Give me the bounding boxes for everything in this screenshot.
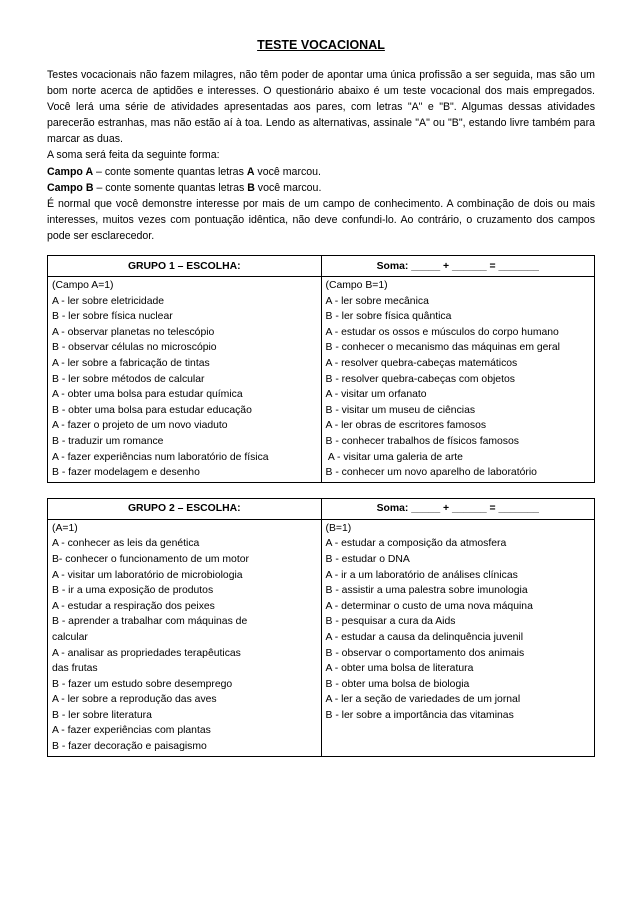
group-1-left-cell <box>48 277 322 483</box>
list-item: B - ir a uma exposição de produtos <box>52 585 214 597</box>
list-item: A - estudar a causa da delinquência juvenil <box>325 631 524 643</box>
list-item: B - obter uma bolsa para estudar educação <box>52 404 252 416</box>
list-item: A - visitar um laboratório de microbiologia <box>52 569 243 581</box>
group-2-sum: Soma: _____ + ______ = _______ <box>321 498 595 519</box>
group-2-right-cell <box>321 519 595 756</box>
list-item: A - ler obras de escritores famosos <box>325 420 487 432</box>
group-1-table <box>47 255 595 483</box>
campo-a-label: Campo A <box>47 165 94 178</box>
list-item: B - conhecer um novo aparelho de laboratório <box>325 467 537 479</box>
group-2-header: GRUPO 2 – ESCOLHA: <box>48 498 322 519</box>
document-page <box>47 38 595 757</box>
list-item: A - obter uma bolsa para estudar química <box>52 389 243 401</box>
group-2-table <box>47 498 595 757</box>
group-header-row <box>48 256 595 277</box>
campo-a-instruction: Campo A – conte somente quantas letras A você marcou. <box>47 165 322 178</box>
list-item: B - resolver quebra-cabeças com objetos <box>325 373 515 385</box>
campo-b-instruction: Campo B – conte somente quantas letras B você marcou. <box>47 181 322 194</box>
intro-text <box>47 67 595 244</box>
list-item: B - obter uma bolsa de biologia <box>325 678 470 690</box>
list-item: A - ler sobre mecânica <box>325 295 429 307</box>
group-body-row <box>48 277 595 483</box>
list-item: B - conhecer trabalhos de físicos famosos <box>325 435 519 447</box>
list-item: A - visitar um orfanato <box>325 389 427 401</box>
group-1-header: GRUPO 1 – ESCOLHA: <box>48 256 322 277</box>
list-item: A - ir a um laboratório de análises clínicas <box>325 569 518 581</box>
list-item: A - estudar a composição da atmosfera <box>325 538 507 550</box>
list-item: B - assistir a uma palestra sobre imunologia <box>325 585 528 597</box>
group-1-sum: Soma: _____ + ______ = _______ <box>321 256 595 277</box>
list-item: B - fazer modelagem e desenho <box>52 467 200 479</box>
list-item: B - ler sobre física quântica <box>325 311 452 323</box>
list-item: A - conhecer as leis da genética <box>52 538 200 550</box>
list-item: B - ler sobre literatura <box>52 709 152 721</box>
list-item: A - determinar o custo de uma nova máquina <box>325 600 533 612</box>
list-item: B - fazer um estudo sobre desemprego <box>52 678 233 690</box>
campo-b-label: Campo B <box>47 181 94 194</box>
list-item: A - ler sobre a fabricação de tintas <box>52 358 210 369</box>
page-title: TESTE VOCACIONAL <box>257 38 385 52</box>
list-item: B - ler sobre física nuclear <box>52 311 173 323</box>
list-item: B - observar células no microscópio <box>52 342 217 354</box>
sum-instruction: A soma será feita da seguinte forma: <box>47 149 220 162</box>
closing-paragraph: É normal que você demonstre interesse por mais de um campo de conhecimento. A combinação de dois ou mais interesses, muitos vezes com pontuação idêntica, não deve confundi-lo. Ao contrário, o cruzamento dos campos pode ser esclarecedor. <box>47 197 595 242</box>
group-header-row <box>48 498 595 519</box>
list-item: (B=1) <box>325 522 352 534</box>
list-item: B - visitar um museu de ciências <box>325 404 476 416</box>
list-item: A - estudar a respiração dos peixes <box>52 600 215 612</box>
list-item: A - visitar uma galeria de arte <box>325 451 463 463</box>
list-item: A - fazer o projeto de um novo viaduto <box>52 420 228 432</box>
list-item: A - estudar os ossos e músculos do corpo humano <box>325 326 559 338</box>
group-body-row <box>48 519 595 756</box>
list-item: das frutas <box>52 663 98 675</box>
list-item: B - ler sobre métodos de calcular <box>52 373 205 385</box>
list-item: B- conhecer o funcionamento de um motor <box>52 553 249 565</box>
group-1-right-cell <box>321 277 595 483</box>
list-item: B - ler sobre a importância das vitaminas <box>325 709 514 721</box>
list-item: (Campo B=1) <box>325 280 388 292</box>
intro-paragraph: Testes vocacionais não fazem milagres, não têm poder de apontar uma única profissão a ser seguida, mas são um bom norte acerca de aptidões e interesses. O questionário abaixo é um teste vocacional dos mais empregados. Você lerá uma série de atividades apresentadas aos pares, com letras "A" e "B". Algumas dessas atividades parecerão estranhas, mas não estão aí à toa. Lendo as alternativas, assinale "A" ou "B", estando livre também para marcar as duas. <box>47 69 595 146</box>
list-item: A - ler sobre eletricidade <box>52 295 165 307</box>
list-item: B - conhecer o mecanismo das máquinas em geral <box>325 342 560 354</box>
list-item: A - ler a seção de variedades de um jornal <box>325 694 521 706</box>
list-item: A - fazer experiências com plantas <box>52 725 211 737</box>
list-item: calcular <box>52 631 88 643</box>
list-item: A - obter uma bolsa de literatura <box>325 663 474 675</box>
list-item: B - estudar o DNA <box>325 553 410 565</box>
list-item: B - aprender a trabalhar com máquinas de <box>52 616 248 628</box>
list-item: B - fazer decoração e paisagismo <box>52 741 207 753</box>
list-item: A - resolver quebra-cabeças matemáticos <box>325 358 518 369</box>
list-item: A - ler sobre a reprodução das aves <box>52 694 217 706</box>
list-item: B - observar o comportamento dos animais <box>325 647 525 659</box>
list-item: A - analisar as propriedades terapêuticas <box>52 647 241 659</box>
list-item: A - fazer experiências num laboratório de física <box>52 451 269 463</box>
list-item: (Campo A=1) <box>52 280 114 292</box>
list-item: (A=1) <box>52 522 78 534</box>
list-item: B - pesquisar a cura da Aids <box>325 616 456 628</box>
list-item: A - observar planetas no telescópio <box>52 326 215 338</box>
list-item: B - traduzir um romance <box>52 435 164 447</box>
group-2-left-cell <box>48 519 322 756</box>
